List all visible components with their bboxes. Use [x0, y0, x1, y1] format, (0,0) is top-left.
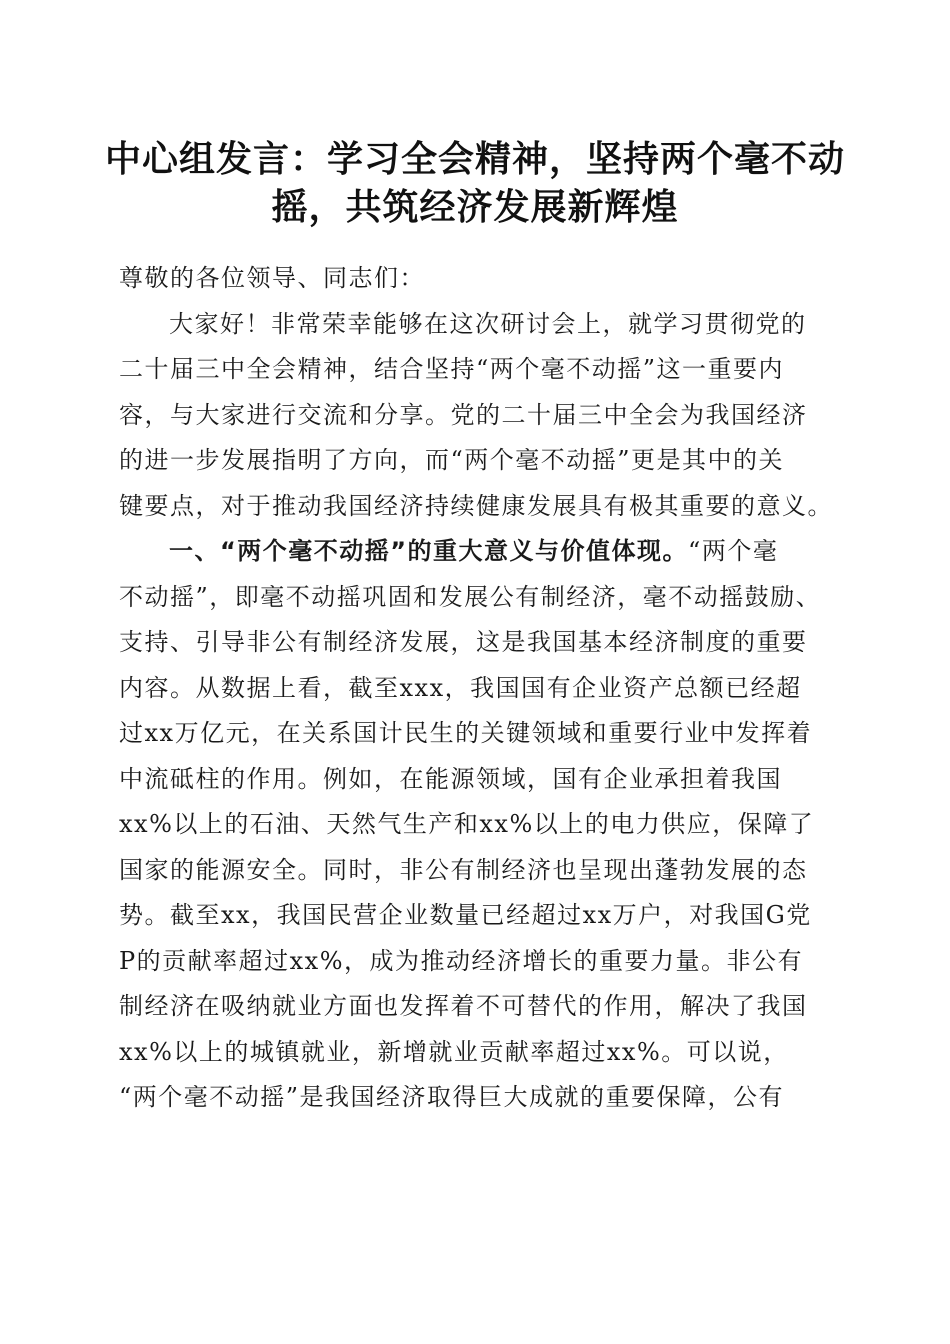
section-1-line: 内容。从数据上看，截至xxx，我国国有企业资产总额已经超	[119, 673, 802, 702]
intro-line: 二十届三中全会精神，结合坚持“两个毫不动摇”这一重要内	[119, 355, 785, 383]
section-1-line: P的贡献率超过xx%，成为推动经济增长的重要力量。非公有	[119, 946, 804, 975]
section-1-line: 支持、引导非公有制经济发展，这是我国基本经济制度的重要	[119, 628, 808, 656]
section-1-line: xx%以上的石油、天然气生产和xx%以上的电力供应，保障了	[119, 810, 815, 838]
intro-line: 容，与大家进行交流和分享。党的二十届三中全会为我国经济	[119, 400, 808, 429]
salutation: 尊敬的各位领导、同志们：	[119, 264, 425, 292]
section-1-line: 国家的能源安全。同时，非公有制经济也呈现出蓬勃发展的态	[119, 855, 808, 884]
intro-line: 的进一步发展指明了方向，而“两个毫不动摇”更是其中的关	[119, 446, 785, 474]
section-1-line: 中流砥柱的作用。例如，在能源领域，国有企业承担着我国	[119, 764, 782, 793]
section-1-line: 过xx万亿元，在关系国计民生的关键领域和重要行业中发挥着	[119, 719, 813, 747]
section-1-line: 制经济在吸纳就业方面也发挥着不可替代的作用，解决了我国	[119, 992, 808, 1020]
section-1-first-line	[119, 529, 831, 575]
document-title	[100, 136, 850, 232]
title-line-1: 中心组发言：学习全会精神，坚持两个毫不动	[104, 139, 845, 180]
document-body	[119, 256, 831, 1121]
intro-line: 键要点，对于推动我国经济持续健康发展具有极其重要的意义。	[119, 491, 833, 520]
section-1-heading: 一、“两个毫不动摇”的重大意义与价值体现。	[169, 537, 689, 565]
section-1-first-tail: “两个毫	[688, 537, 779, 565]
title-line-2: 摇，共筑经济发展新辉煌	[271, 187, 679, 228]
section-1-line: 势。截至xx，我国民营企业数量已经超过xx万户，对我国G党	[119, 901, 812, 929]
section-1-line: 不动摇”，即毫不动摇巩固和发展公有制经济，毫不动摇鼓励、	[119, 582, 822, 611]
section-1-line: xx%以上的城镇就业，新增就业贡献率超过xx%。可以说，	[119, 1037, 789, 1066]
section-1-line: “两个毫不动摇”是我国经济取得巨大成就的重要保障，公有	[119, 1083, 785, 1111]
intro-line: 大家好！非常荣幸能够在这次研讨会上，就学习贯彻党的	[169, 309, 807, 338]
